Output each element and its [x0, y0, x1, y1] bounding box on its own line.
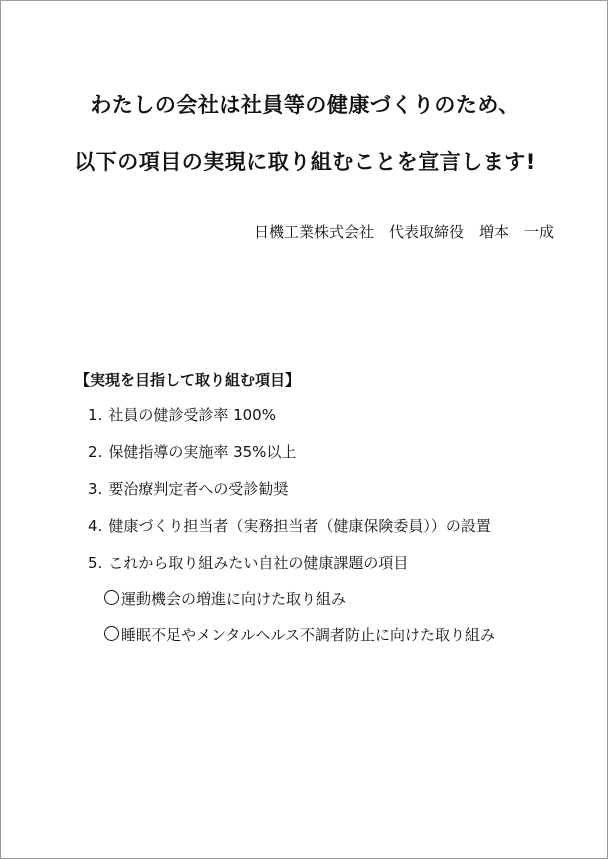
health-issue-list — [104, 588, 495, 660]
page-title-line-2: 以下の項目の実現に取り組むことを宣言します! — [74, 150, 536, 174]
goal-list — [88, 404, 491, 589]
circle-icon — [104, 590, 119, 605]
goal-text: 社員の健診受診率 100% — [108, 406, 276, 424]
goals-heading: 【実現を目指して取り組む項目】 — [75, 371, 301, 389]
goal-number: 4. — [88, 517, 103, 535]
goal-item — [88, 552, 491, 589]
page-title-line-1: わたしの会社は社員等の健康づくりのため、 — [90, 93, 520, 117]
signatory: 日機工業株式会社 代表取締役 増本 一成 — [253, 223, 554, 241]
goal-item — [88, 478, 491, 515]
goal-number: 3. — [88, 480, 103, 498]
goal-number: 2. — [88, 443, 103, 461]
goal-number: 1. — [88, 406, 103, 424]
goal-text: これから取り組みたい自社の健康課題の項目 — [108, 554, 409, 572]
goal-number: 5. — [88, 554, 103, 572]
circle-icon — [104, 626, 119, 641]
health-issue-text: 運動機会の増進に向けた取り組み — [121, 590, 347, 608]
goal-text: 保健指導の実施率 35%以上 — [108, 443, 297, 461]
health-issue-text: 睡眠不足やメンタルヘルス不調者防止に向けた取り組み — [121, 626, 495, 644]
health-issue-item — [104, 588, 495, 624]
goal-item — [88, 515, 491, 552]
goal-text: 要治療判定者への受診勧奨 — [108, 480, 289, 498]
goal-item — [88, 404, 491, 441]
health-issue-item — [104, 624, 495, 660]
goal-text: 健康づくり担当者（実務担当者（健康保険委員））の設置 — [108, 517, 491, 535]
goal-item — [88, 441, 491, 478]
